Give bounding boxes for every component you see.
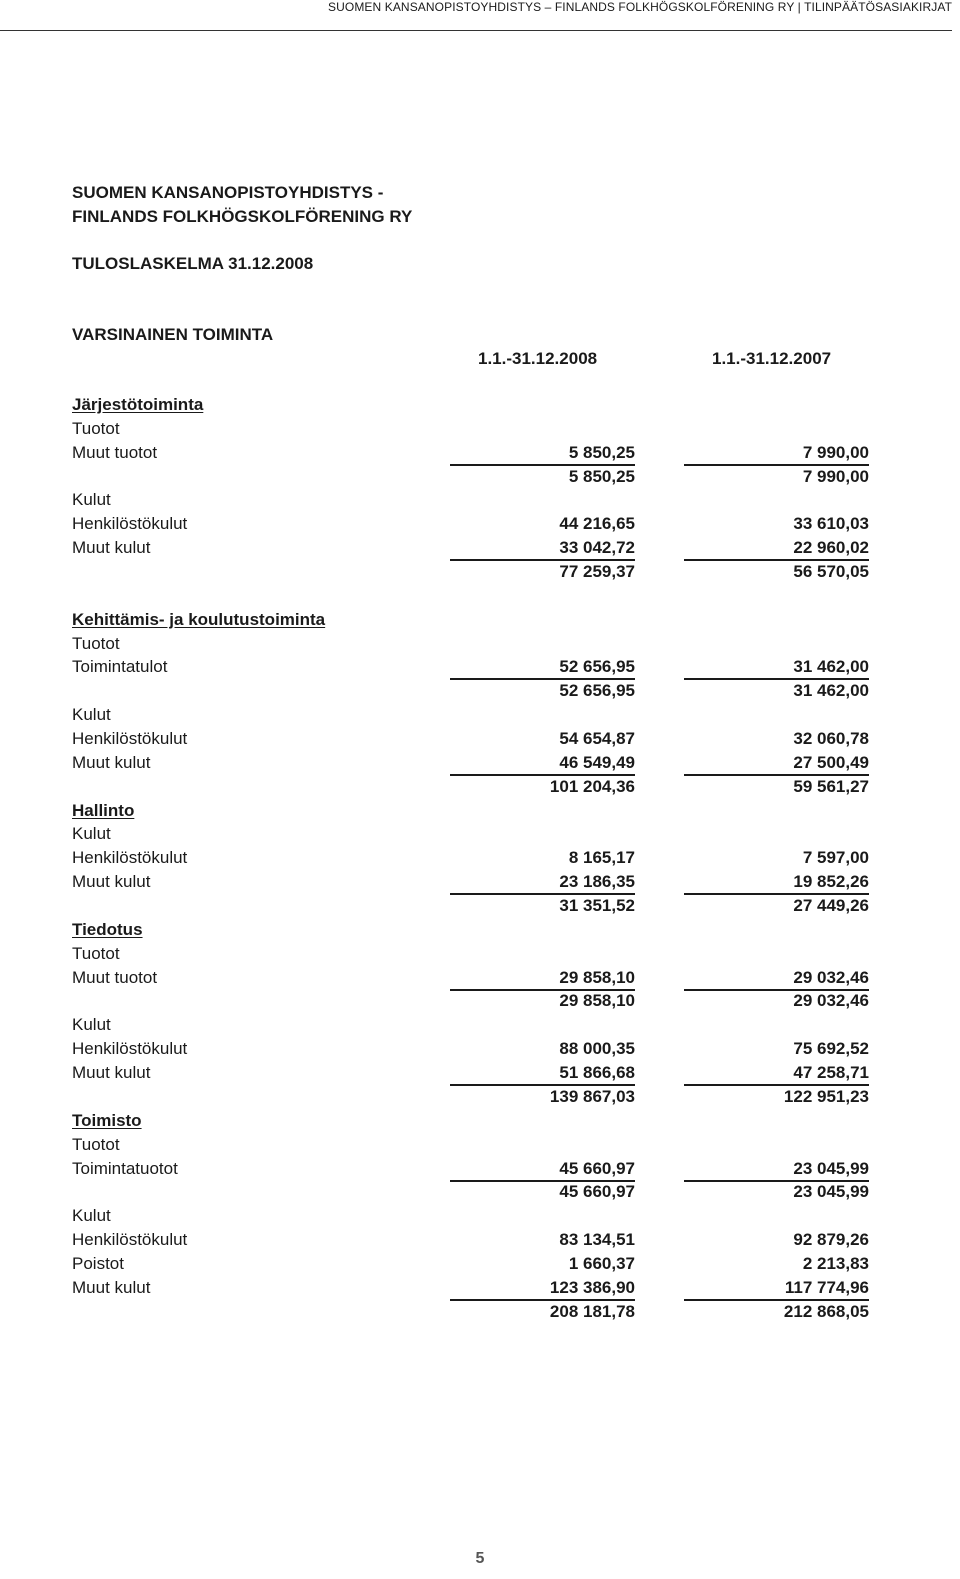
row-label: Muut kulut [72,1277,151,1297]
organization-title [72,181,412,229]
value-2008: 77 259,37 [559,562,635,582]
row-label: Toimintatulot [72,657,168,677]
value-2008: 46 549,49 [450,752,635,776]
row-label: Järjestötoiminta [72,395,204,414]
value-2008: 123 386,90 [450,1277,635,1301]
value-2008: 5 850,25 [568,466,635,486]
table-row [0,537,960,561]
row-label: Muut kulut [72,752,151,772]
table-row [0,895,960,919]
table-row [0,847,960,871]
row-label: Henkilöstökulut [72,514,188,534]
row-label: Toimisto [72,1110,142,1130]
row-label: Muut tuotot [72,967,158,987]
value-2008: 8 165,17 [568,848,635,868]
table-row [0,752,960,776]
value-2007: 2 213,83 [802,1253,869,1273]
table-row [0,1205,960,1229]
section-title: VARSINAINEN TOIMINTA [72,325,274,344]
table-row [0,561,960,585]
table-row [0,990,960,1014]
value-2008: 33 042,72 [450,537,635,561]
row-label: Kulut [72,490,111,510]
income-statement-table [0,394,960,1325]
value-2008: 52 656,95 [559,681,635,701]
row-label: Kulut [72,1015,111,1035]
table-row [0,871,960,895]
table-row [0,943,960,967]
row-label: Kulut [72,1206,111,1226]
value-2008: 5 850,25 [450,442,635,466]
row-label: Kulut [72,824,111,844]
value-2008: 208 181,78 [549,1301,635,1321]
table-row [0,1301,960,1325]
row-label: Tuotot [72,418,120,438]
organization-title-line2: FINLANDS FOLKHÖGSKOLFÖRENING RY [72,207,413,226]
table-row [0,418,960,442]
value-2007: 19 852,26 [684,871,869,895]
row-label: Tiedotus [72,919,143,939]
column-header-2008: 1.1.-31.12.2008 [478,349,598,368]
value-2007: 117 774,96 [684,1277,869,1301]
row-label: Tuotot [72,633,120,653]
value-2007: 47 258,71 [684,1062,869,1086]
row-label: Poistot [72,1253,124,1273]
value-2007: 27 449,26 [793,896,869,916]
table-row [0,1277,960,1301]
table-row [0,1253,960,1277]
value-2008: 88 000,35 [559,1039,635,1059]
table-row [0,728,960,752]
table-row-spacer [0,585,960,609]
running-header [0,0,952,31]
row-label: Muut kulut [72,538,151,558]
row-label: Henkilöstökulut [72,1039,188,1059]
table-row [0,919,960,943]
table-row [0,776,960,800]
value-2007: 32 060,78 [793,729,869,749]
value-2007: 56 570,05 [793,562,869,582]
row-label: Hallinto [72,800,135,820]
table-row [0,967,960,991]
value-2007: 7 990,00 [802,466,869,486]
table-row [0,1038,960,1062]
value-2007: 59 561,27 [793,776,869,796]
table-row [0,394,960,418]
table-row [0,656,960,680]
table-row [0,442,960,466]
value-2008: 29 858,10 [559,991,635,1011]
value-2008: 101 204,36 [549,776,635,796]
table-row [0,609,960,633]
value-2007: 31 462,00 [684,656,869,680]
value-2008: 51 866,68 [450,1062,635,1086]
row-label: Muut kulut [72,872,151,892]
running-header-text: SUOMEN KANSANOPISTOYHDISTYS – FINLANDS FOLKHÖGSKOLFÖRENING RY | TILINPÄÄTÖSASIAKIRJAT [328,0,952,14]
row-label: Kulut [72,705,111,725]
value-2007: 27 500,49 [684,752,869,776]
table-row [0,489,960,513]
value-2007: 23 045,99 [793,1182,869,1202]
value-2008: 45 660,97 [450,1158,635,1182]
row-label: Muut tuotot [72,442,158,462]
value-2007: 33 610,03 [793,514,869,534]
value-2007: 29 032,46 [684,967,869,991]
value-2007: 122 951,23 [783,1086,869,1106]
value-2008: 45 660,97 [559,1182,635,1202]
table-row [0,466,960,490]
value-2008: 29 858,10 [450,967,635,991]
value-2008: 31 351,52 [559,896,635,916]
value-2007: 31 462,00 [793,681,869,701]
table-row [0,704,960,728]
table-row [0,823,960,847]
value-2008: 23 186,35 [450,871,635,895]
table-row [0,633,960,657]
table-row [0,680,960,704]
document-title: TULOSLASKELMA 31.12.2008 [72,254,314,273]
row-label: Kehittämis- ja koulutustoiminta [72,609,326,629]
table-row [0,1229,960,1253]
value-2007: 92 879,26 [793,1230,869,1250]
row-label: Henkilöstökulut [72,1230,188,1250]
table-row [0,1062,960,1086]
table-row [0,1086,960,1110]
value-2008: 44 216,65 [559,514,635,534]
row-label: Tuotot [72,1134,120,1154]
table-row [0,1110,960,1134]
row-label: Muut kulut [72,1063,151,1083]
table-row [0,1014,960,1038]
value-2008: 1 660,37 [568,1253,635,1273]
value-2007: 22 960,02 [684,537,869,561]
value-2008: 52 656,95 [450,656,635,680]
row-label: Tuotot [72,943,120,963]
table-row [0,513,960,537]
value-2007: 29 032,46 [793,991,869,1011]
row-label: Henkilöstökulut [72,729,188,749]
row-label: Henkilöstökulut [72,848,188,868]
value-2007: 75 692,52 [793,1039,869,1059]
table-row [0,1158,960,1182]
column-header-2007: 1.1.-31.12.2007 [712,349,832,368]
value-2008: 139 867,03 [549,1086,635,1106]
value-2007: 212 868,05 [783,1301,869,1321]
table-row [0,800,960,824]
table-row [0,1134,960,1158]
value-2007: 7 597,00 [802,848,869,868]
value-2008: 83 134,51 [559,1230,635,1250]
table-row [0,1181,960,1205]
value-2007: 23 045,99 [684,1158,869,1182]
value-2008: 54 654,87 [559,729,635,749]
value-2007: 7 990,00 [684,442,869,466]
organization-title-line1: SUOMEN KANSANOPISTOYHDISTYS - [72,183,384,202]
row-label: Toimintatuotot [72,1158,178,1178]
page-number: 5 [475,1550,485,1567]
